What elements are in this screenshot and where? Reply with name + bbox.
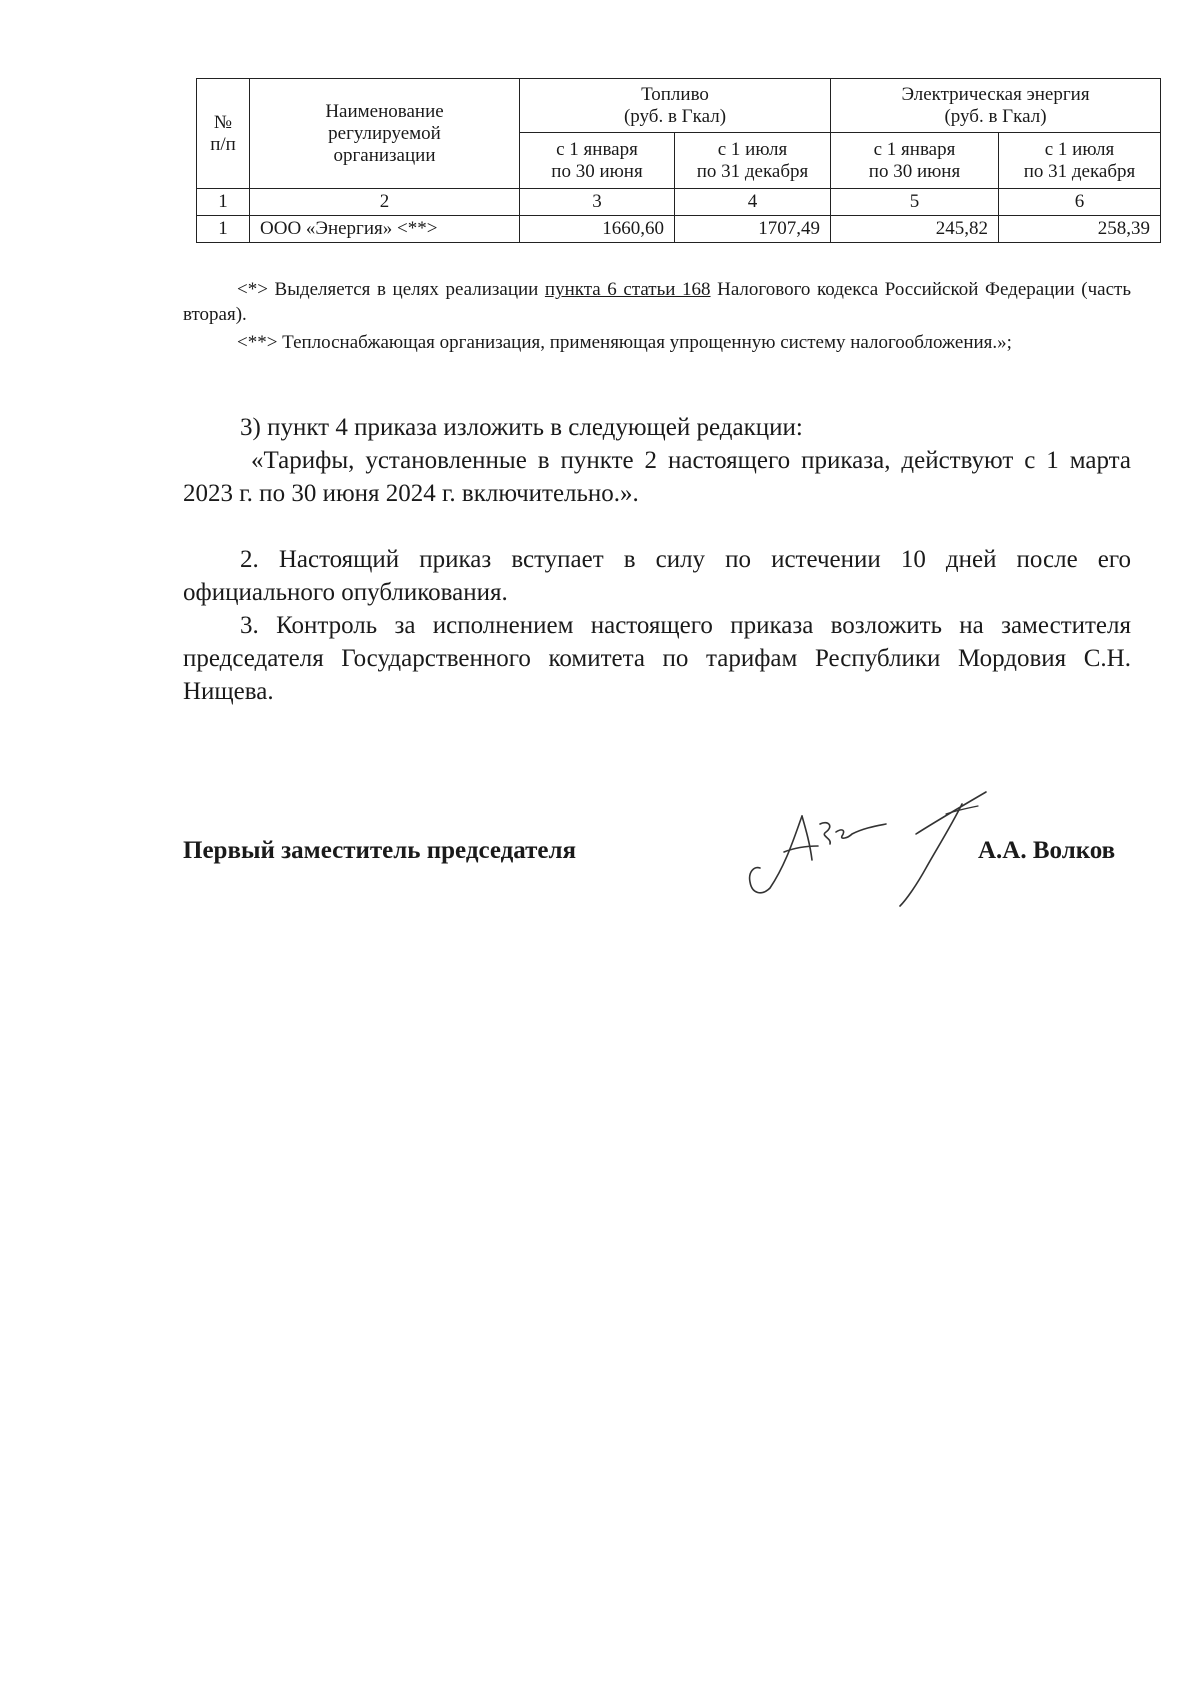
- index-cell: 5: [831, 189, 999, 216]
- footnote-1-pre: <*> Выделяется в целях реализации: [237, 279, 539, 300]
- header-electricity: [831, 79, 1161, 133]
- tariffs-table: [196, 78, 1161, 243]
- index-cell: 2: [250, 189, 520, 216]
- header-num: [197, 79, 250, 189]
- period-text: с 1 января по 30 июня: [551, 138, 643, 182]
- header-org-text: Наименование регулируемой организации: [325, 100, 444, 166]
- index-cell: 4: [675, 189, 831, 216]
- period-text: с 1 января по 30 июня: [868, 138, 961, 182]
- signatory-title: Первый заместитель председателя: [183, 837, 577, 864]
- row-num: 1: [197, 216, 250, 243]
- header-fuel: [520, 79, 831, 133]
- table-row: [197, 216, 1161, 243]
- paragraph-2: [183, 543, 1131, 609]
- row-org: ООО «Энергия» <**>: [250, 216, 520, 243]
- footnote-1-post: Налогового кодекса Российской Федерации (часть вторая).: [183, 279, 1131, 325]
- header-elec-h2: [999, 133, 1161, 189]
- paragraph-2-text: 2. Настоящий приказ вступает в силу по истечении 10 дней после его официального опубликования.: [183, 546, 1131, 606]
- table-header-row: [197, 79, 1161, 133]
- item-3-heading: [183, 411, 1131, 444]
- item-3-quote: [183, 444, 1131, 510]
- item-3-text: 3) пункт 4 приказа изложить в следующей редакции:: [240, 414, 803, 441]
- paragraph-3: [183, 609, 1131, 708]
- row-fuel-h2: 1707,49: [675, 216, 831, 243]
- footnote-1-link[interactable]: пункта 6 статьи 168: [544, 279, 711, 300]
- row-elec-h1: 245,82: [831, 216, 999, 243]
- footnote-2: [183, 330, 1131, 355]
- header-elec-h1: [831, 133, 999, 189]
- header-fuel-text: Топливо (руб. в Гкал): [623, 83, 727, 127]
- row-fuel-h1: 1660,60: [520, 216, 675, 243]
- row-elec-h2: 258,39: [999, 216, 1161, 243]
- index-cell: 6: [999, 189, 1161, 216]
- item-3-quote-text: «Тарифы, установленные в пункте 2 настоящего приказа, действуют с 1 марта 2023 г. по 30 июня 2024 г. включительно.».: [183, 447, 1131, 507]
- index-cell: 1: [197, 189, 250, 216]
- footnote-2-text: <**> Теплоснабжающая организация, применяющая упрощенную систему налогообложения.»;: [237, 332, 1012, 353]
- signatory-name: А.А. Волков: [978, 837, 1116, 864]
- period-text: с 1 июля по 31 декабря: [696, 138, 809, 182]
- header-fuel-h2: [675, 133, 831, 189]
- header-org: [250, 79, 520, 189]
- header-num-text: № п/п: [210, 111, 236, 155]
- table-index-row: [197, 189, 1161, 216]
- footnote-1: [183, 277, 1131, 327]
- paragraph-3-text: 3. Контроль за исполнением настоящего приказа возложить на заместителя председателя Государственного комитета по тарифам Республики Мордовия С.Н. Нищева.: [183, 612, 1131, 705]
- header-fuel-h1: [520, 133, 675, 189]
- period-text: с 1 июля по 31 декабря: [1023, 138, 1136, 182]
- header-electricity-text: Электрическая энергия (руб. в Гкал): [901, 83, 1090, 127]
- index-cell: 3: [520, 189, 675, 216]
